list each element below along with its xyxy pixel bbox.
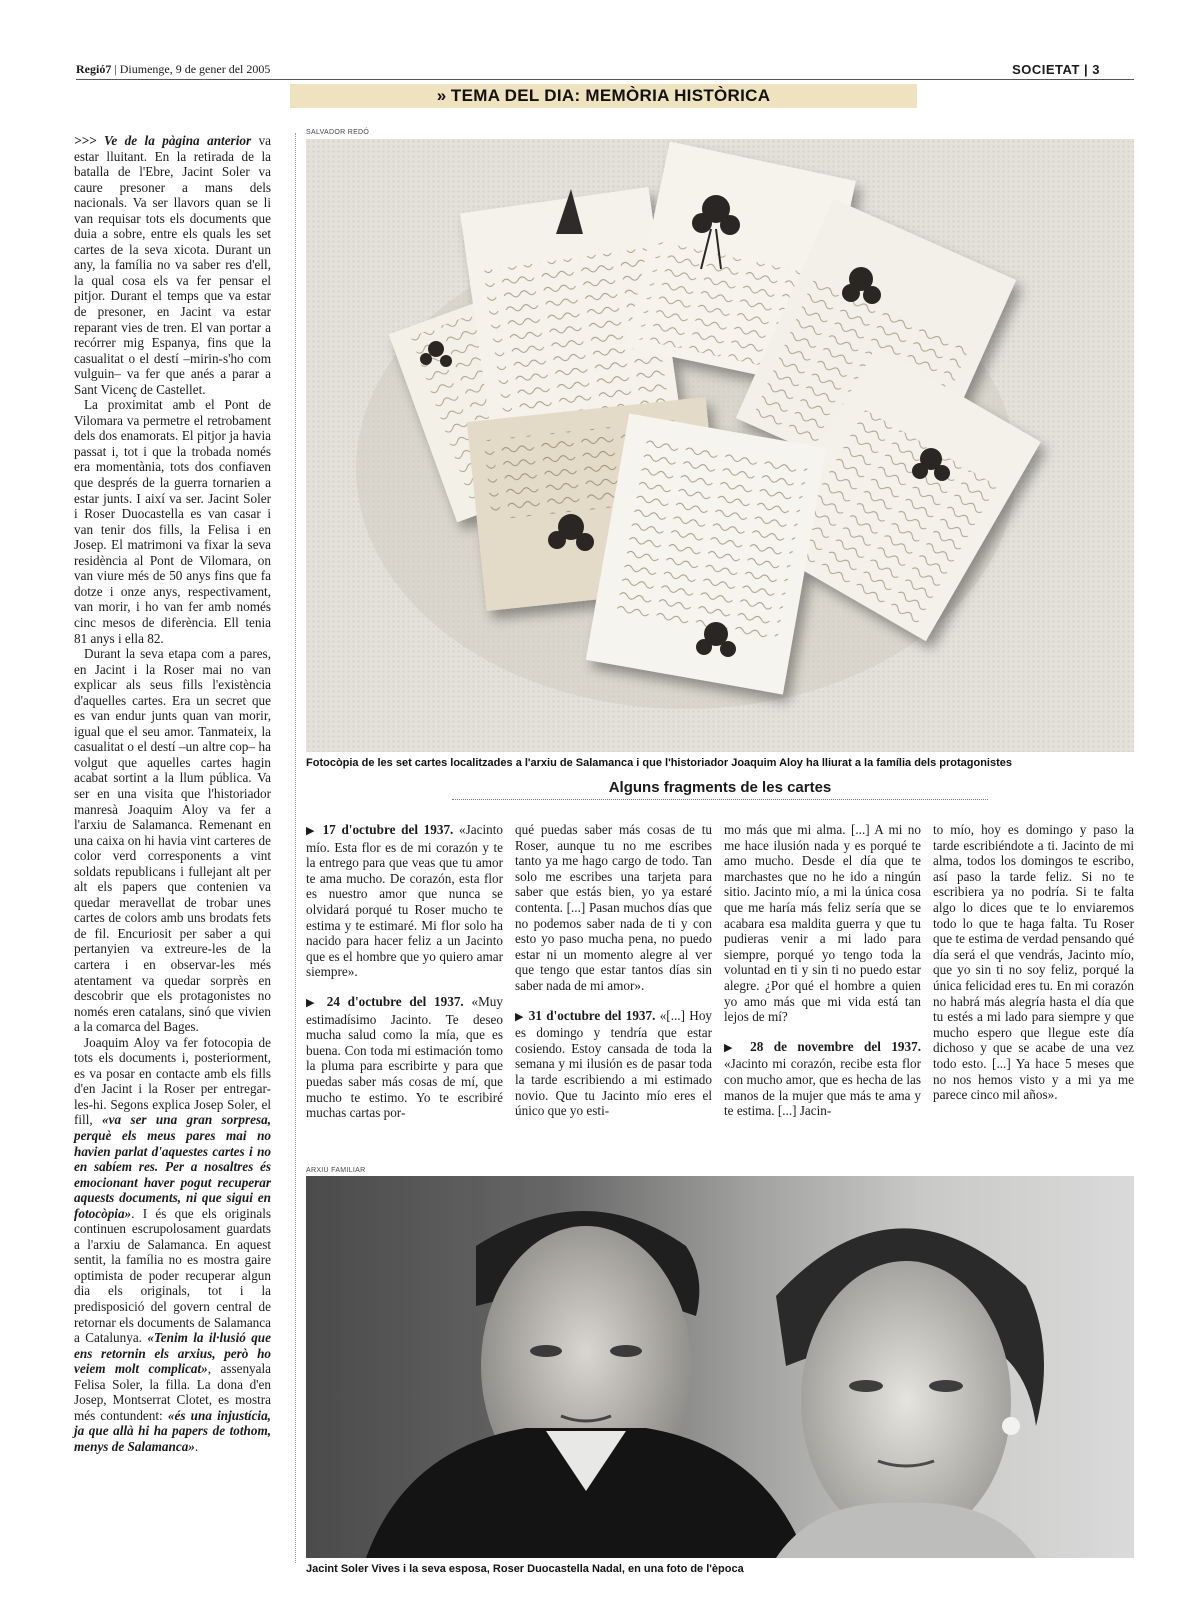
photo-caption: Jacint Soler Vives i la seva esposa, Roser Duocastella Nadal, en una foto de l'època	[306, 1563, 744, 1575]
fragments-heading	[452, 779, 988, 797]
fragment-text: «[...] Hoy es domingo y tendría que estar cosiendo. Estoy cansada de toda la semana y mi ilusión es de pasar toda la tarde escribiendo a mi estimado novio. Que tu Jacinto mío eres el único que yo esti-	[515, 1007, 713, 1119]
fragment-date: 24 d'octubre del 1937.	[326, 993, 464, 1009]
fragment	[306, 822, 503, 980]
fragment-date: 28 de novembre del 1937.	[750, 1038, 921, 1054]
fragment-text: mo más que mi alma. [...] A mi no me hace ilusión nada y es porqué te amo mucho. Desde el día que te marchastes que no he ido a ningún sitio. Jacinto mío, a mi la única cosa que me haría más feliz sería que se acabara esa maldita guerra y que tu pudieras venir a mi lado para siempre, porqué yo tengo toda la voluntad en ti y sin ti no puedo estar alegre. ¿Por qué el hombre a quien yo amo más que mi vida está tan lejos de mí?	[724, 822, 921, 1025]
article-column	[74, 133, 271, 1454]
section-name: SOCIETAT	[1012, 62, 1080, 77]
fragment	[724, 1039, 921, 1119]
letters-illustration	[306, 139, 1134, 752]
article-paragraph	[74, 1035, 271, 1455]
topic-arrows: »	[436, 86, 447, 105]
section-separator: |	[1084, 62, 1093, 77]
fragment-date: 31 d'octubre del 1937.	[528, 1007, 656, 1023]
photo-credit: ARXIU FAMILIAR	[306, 1167, 366, 1174]
fragment-column	[933, 822, 1134, 1117]
masthead-separator: |	[114, 62, 120, 76]
fragment-text: «Muy estimadísimo Jacinto. Te deseo mucha salud como la mía, que es buena. Con toda mi estimación tomo la pluma para escribirte y para que puedas saber más cosas de mí, que mucho te estimo. Yo te escribiré muchas cartas por-	[306, 993, 503, 1121]
fragments-rule	[452, 799, 988, 800]
arrow-icon: ▶	[306, 825, 317, 837]
letters-photo	[306, 139, 1134, 752]
newspaper-name: Regió7	[76, 62, 112, 76]
fragment-column	[306, 822, 503, 1135]
photo-caption: Fotocòpia de les set cartes localitzades a l'arxiu de Salamanca i que l'historiador Joaquim Aloy ha lliurat a la família dels protagonistes	[306, 757, 1012, 769]
fragment-text: «Jacinto mío. Esta flor es de mi corazón y te la entrego para que veas que tu amor te ama mucho. De corazón, esta flor es nuestro amor que nunca se olvidará porqué tu Roser mucho te estima y te estimaré. Mi flor solo ha nacido para hacer feliz a un Jacinto que es el hombre que yo quiero amar siempre».	[306, 822, 504, 980]
fragment	[515, 1008, 712, 1119]
topic-bar	[290, 84, 917, 108]
couple-portrait	[306, 1176, 1134, 1558]
arrow-icon: ▶	[515, 1010, 525, 1023]
paragraph-text: .	[194, 1438, 199, 1454]
paragraph-text: . I és que els originals continuen escrupolosament guardats a l'arxiu de Salamanca. En aquest sentit, la família no es mostra gaire optimista de poder recuperar algun dia els originals, tot i la predisposició del govern central de retornar els documents de Salamanca a Catalunya.	[74, 1205, 271, 1346]
masthead	[76, 62, 270, 77]
column-rule	[295, 133, 296, 1563]
paragraph-text: Joaquim Aloy va fer fotocopia de tots els documents i, posteriorment, es va posar en contacte amb els fills d'en Jacint i la Roser per entregar-les-hi. Segons explica Josep Soler, el fill,	[74, 1034, 271, 1128]
fragment-text: qué puedas saber más cosas de tu Roser, aunque tu no me escribes tanto ya me hago cargo de todo. Tan solo me escribes una tarjeta para saber que estás bien, yo ya estaré contenta. [...] Pasan muchos días que no podemos saber nada de ti y con esto yo paso mucha pena, no puedo estar ni un momento alegre al ver que tengo que estar tantos días sin saber nada de mi amor».	[515, 822, 712, 993]
section-label	[1012, 62, 1100, 77]
couple-photo	[306, 1176, 1134, 1558]
paragraph-text: va estar lluitant. En la retirada de la batalla de l'Ebre, Jacint Soler va caure presoner a mans dels nacionals. Va ser llavors quan se li van requisar tots els documents que duia a sobre, entre els quals les set cartes de la seva xicota. Durant un any, la família no va saber res d'ell, la qual cosa els va fer pensar el pitjor. Durant el temps que va estar de presoner, en Jacint va estar reparant vies de tren. El van portar a recórrer mig Espanya, fins que la casualitat o el destí –mirin-s'ho com vulguin– va fer que anés a parar a Sant Vicenç de Castellet.	[74, 133, 272, 397]
continuation-marker: >>> Ve de la pàgina anterior	[74, 133, 252, 148]
fragment-text: to mío, hoy es domingo y paso la tarde escribiéndote a ti. Jacinto de mi alma, todos los domingos te escribo, así paso la tarde feliz. Si no te escribiera ya no podría. Si te falta algo lo dices que te lo enviaremos todo lo que te haga falta. Tu Roser que te estima de verdad pensando qué día será el que vendrás, Jacinto mío, que yo sin ti no soy feliz, porqué la única felicidad eres tu. En mi corazón no habrá más alegría hasta el día que tu estés a mi lado para siempre y que mucho espero que llegue este día dichoso y que se acabe de una vez todo esto. [...] Ya hace 5 meses que no nos hemos visto y a mi ya me parece cinco mil años».	[933, 822, 1134, 1103]
fragment-date: 17 d'octubre del 1937.	[322, 822, 454, 837]
quote: «Tenim la il·lusió que ens retornin els arxius, però ho veiem molt complicat»	[74, 1330, 271, 1377]
issue-date: Diumenge, 9 de gener del 2005	[119, 62, 271, 76]
topic-title: TEMA DEL DIA: MEMÒRIA HISTÒRICA	[450, 86, 771, 105]
woman-face	[801, 1261, 1011, 1541]
fragment-column	[515, 822, 712, 1133]
paragraph-text: , assenyala Felisa Soler, la filla. La dona d'en Josep, Montserrat Clotet, es mostra més contundent:	[74, 1361, 271, 1423]
fragments-title: Alguns fragments de les cartes	[608, 779, 832, 796]
article-paragraph: La proximitat amb el Pont de Vilomara va permetre el retrobament dels dos enamorats. El pitjor ja havia passat i, tot i que la trobada només era momentània, tots dos confiaven que després de la guerra tornarien a estar junts. I així va ser. Jacint Soler i Roser Duocastella es van casar i van tenir dos fills, la Felisa i en Josep. El matrimoni va fixar la seva residència al Pont de Vilomara, on van viure més de 50 anys fins que fa dotze i onze anys, respectivament, van morir, i ho van fer amb només cinc mesos de diferència. Ell tenia 81 anys i ella 82.	[74, 397, 271, 646]
header-rule	[76, 79, 1134, 80]
page-number: 3	[1092, 62, 1100, 77]
article-paragraph	[74, 133, 271, 397]
fragment	[306, 994, 503, 1121]
fragment-column	[724, 822, 921, 1133]
quote: «és una injustícia, ja que allà hi ha papers de tothom, menys de Salamanca»	[74, 1407, 271, 1454]
photo-credit: SALVADOR REDÓ	[306, 129, 370, 136]
arrow-icon: ▶	[306, 996, 319, 1009]
fragment-text: «Jacinto mi corazón, recibe esta flor con mucho amor, que es hecha de las manos de la mujer que más te ama y te estima. [...] Jacin-	[724, 1056, 921, 1119]
article-paragraph: Durant la seva etapa com a pares, en Jacint i la Roser mai no van explicar als seus fills l'existència d'aquelles cartes. Era un secret que es van endur junts quan van morir, igual que el seu amor. Tanmateix, la casualitat o el destí –un altre cop– ha volgut que aquelles cartes hagin acabat sortint a la llum pública. Va ser en una visita que l'historiador manresà Joaquim Aloy va fer a l'arxiu de Salamanca. Remenant en una caixa on hi havia vint carteres de color verd corresponents a vint soldats republicans i fullejant alt per alt els papers que contenien va quedar meravellat de trobar unes cartes de colors amb uns brodats fets de fil. Encuriosit per saber a qui pertanyien va extreure-les de la cartera i en observar-les més atentament va quedar sorprès en descobrir que els protagonistes no només eren catalans, sinó que vivien a la comarca del Bages.	[74, 646, 271, 1035]
quote: «va ser una gran sorpresa, perquè els meus pares mai no havien parlat d'aquestes cartes i no en sabíem res. Per a nosaltres és emocionant haver pogut recuperar aquests documents, ni que sigui en fotocòpia»	[74, 1112, 271, 1221]
arrow-icon: ▶	[724, 1041, 740, 1054]
